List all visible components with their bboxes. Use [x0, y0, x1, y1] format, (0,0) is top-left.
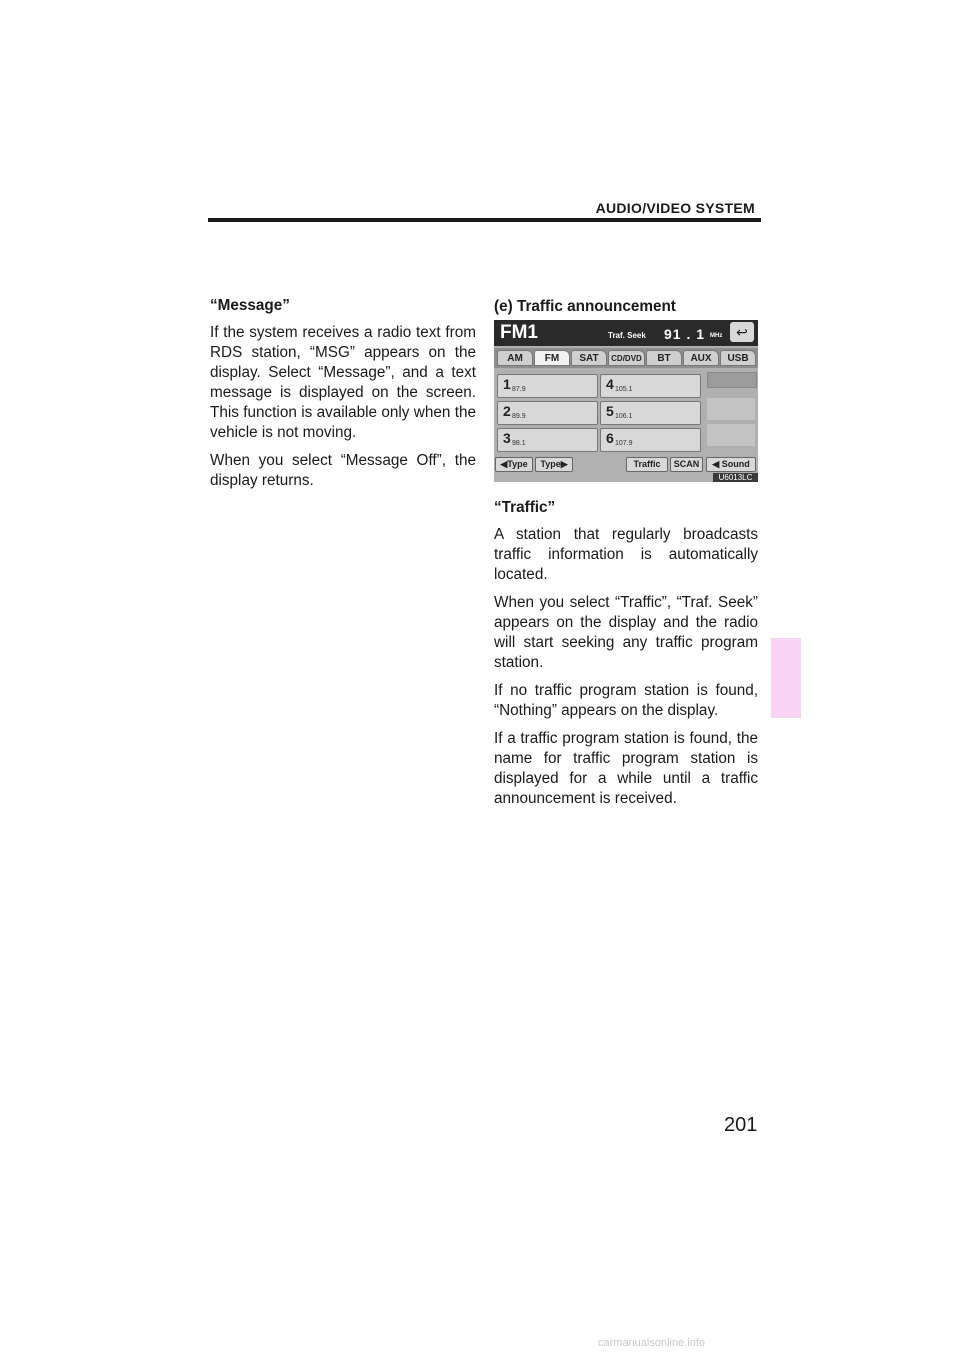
section-tab-marker [771, 638, 801, 718]
back-button[interactable] [730, 322, 754, 342]
traffic-paragraph-1: A station that regularly broadcasts traffic information is automatically located. [494, 526, 758, 583]
preset-button-4[interactable] [600, 374, 701, 398]
preset-number: 1 [503, 376, 511, 392]
frequency-display: 91 . 1 [664, 326, 706, 342]
preset-frequency: 87.9 [512, 386, 526, 393]
preset-button-5[interactable] [600, 401, 701, 425]
section-heading: (e) Traffic announcement [494, 298, 676, 315]
sound-button[interactable]: ◀ Sound [706, 457, 756, 472]
radio-screen [494, 320, 758, 482]
message-term: “Message” [210, 297, 290, 314]
preset-button-2[interactable] [497, 401, 598, 425]
preset-frequency: 98.1 [512, 440, 526, 447]
traffic-paragraph-2: When you select “Traffic”, “Traf. Seek” appears on the display and the radio will start seeking any traffic program station. [494, 594, 758, 671]
traffic-term: “Traffic” [494, 499, 556, 516]
preset-button-3[interactable] [497, 428, 598, 452]
header-title: AUDIO/VIDEO SYSTEM [595, 200, 755, 216]
preset-button-6[interactable] [600, 428, 701, 452]
tab-cd-dvd[interactable]: CD/DVD [608, 350, 645, 366]
left-column [210, 296, 476, 499]
preset-number: 3 [503, 430, 511, 446]
preset-frequency: 106.1 [615, 413, 633, 420]
traffic-paragraph-3: If no traffic program station is found, “Nothing” appears on the display. [494, 682, 758, 719]
preset-number: 6 [606, 430, 614, 446]
side-panel-dimmed [707, 424, 755, 446]
preset-frequency: 107.9 [615, 440, 633, 447]
preset-number: 5 [606, 403, 614, 419]
page-number: 201 [724, 1114, 758, 1136]
preset-frequency: 105.1 [615, 386, 633, 393]
type-prev-button[interactable]: ◀Type [495, 457, 533, 472]
watermark: carmanualsonline.info [598, 1337, 706, 1349]
side-panel-dimmed [707, 398, 755, 420]
back-arrow-icon: ↩ [736, 324, 748, 340]
tab-aux[interactable]: AUX [683, 350, 719, 366]
header-rule [208, 218, 761, 222]
tab-sat[interactable]: SAT [571, 350, 607, 366]
tab-am[interactable]: AM [497, 350, 533, 366]
type-next-button[interactable]: Type▶ [535, 457, 573, 472]
status-text: Traf. Seek [608, 331, 646, 340]
image-code-label: U6013LC [713, 473, 758, 482]
source-tabs [494, 348, 758, 368]
message-paragraph-2: When you select “Message Off”, the display returns. [210, 452, 476, 489]
message-paragraph-1: If the system receives a radio text from RDS station, “MSG” appears on the display. Select “Message”, and a text message is displayed on the screen. This function is available only when the vehicle is not moving. [210, 324, 476, 441]
tab-usb[interactable]: USB [720, 350, 756, 366]
tab-bt[interactable]: BT [646, 350, 682, 366]
traffic-paragraph-4: If a traffic program station is found, the name for traffic program station is displayed for a while until a traffic announcement is received. [494, 730, 758, 807]
preset-number: 4 [606, 376, 614, 392]
radio-top-bar [494, 320, 758, 346]
preset-frequency: 89.9 [512, 413, 526, 420]
right-column [494, 498, 758, 817]
preset-number: 2 [503, 403, 511, 419]
band-title: FM1 [500, 322, 538, 343]
message-button-dimmed [707, 372, 757, 388]
traffic-button[interactable]: Traffic [626, 457, 668, 472]
scan-button[interactable]: SCAN [670, 457, 703, 472]
preset-button-1[interactable] [497, 374, 598, 398]
frequency-unit: MHz [710, 333, 723, 339]
tab-fm[interactable]: FM [534, 350, 570, 366]
